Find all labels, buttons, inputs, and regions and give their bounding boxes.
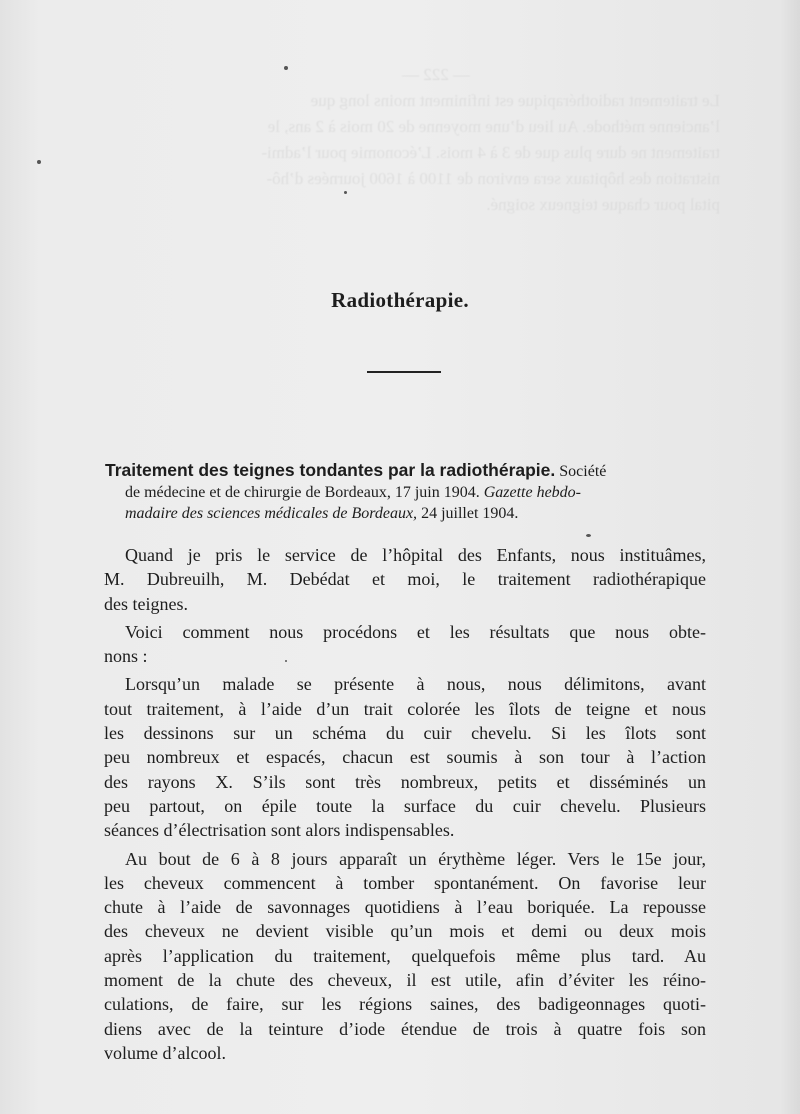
bleed-through-line: Le traitement radiothérapique est infiniment moins long que [310, 91, 720, 110]
text-line: nons : [104, 646, 148, 667]
bleed-through-line: traitement ne dure plus que de 3 à 4 mois. L’économie pour l’admi- [261, 143, 720, 162]
text-line: après l’application du traitement, quelquefois même plus tard. Au [104, 945, 706, 966]
reference-line [105, 460, 697, 482]
bleed-through-line: — 222 — [402, 65, 470, 84]
text-line: Voici comment nous procédons et les résultats que nous obte- [125, 621, 706, 642]
reference-line [105, 503, 697, 524]
ink-speck [586, 534, 591, 537]
text-line: peu nombreux et espacés, chacun est soumis à son tour à l’action [104, 747, 706, 768]
text-line: volume d’alcool. [104, 1042, 226, 1063]
text-line: séances d’électrisation sont alors indispensables. [104, 820, 455, 841]
article-heading: Traitement des teignes tondantes par la radiothérapie. [105, 460, 556, 480]
reference-line [105, 482, 697, 503]
text-line: M. Dubreuilh, M. Debédat et moi, le traitement radiothérapique [104, 569, 706, 590]
text-line: des teignes. [104, 593, 188, 614]
section-title: Radiothérapie. [331, 288, 469, 312]
reference-gazette-date: 24 juillet 1904. [421, 505, 519, 522]
paragraph [104, 847, 706, 1066]
bleed-through-line: pital pour chaque teigneux soigné. [486, 195, 720, 214]
text-line: Au bout de 6 à 8 jours apparaît un érythème léger. Vers le 15e jour, [125, 848, 706, 869]
paragraph [104, 620, 706, 669]
text-line: Quand je pris le service de l’hôpital des Enfants, nous instituâmes, [125, 545, 706, 565]
text-line: Lorsqu’un malade se présente à nous, nous délimitons, avant [125, 674, 706, 695]
bleed-through-line: l’ancienne méthode. Au lieu d’une moyenne de 20 mois à 2 ans, le [267, 117, 720, 136]
text-line: des rayons X. S’ils sont très nombreux, petits et disséminés un [104, 771, 706, 792]
reference-gazette: madaire des sciences médicales de Bordeaux, [125, 505, 418, 522]
ink-speck [284, 66, 288, 70]
body-text [104, 543, 706, 1065]
text-line: les cheveux commencent à tomber spontanément. On favorise leur [104, 872, 706, 893]
ink-speck [344, 191, 347, 194]
text-line: tout traitement, à l’aide d’un trait colorée les îlots de teigne et nous [104, 698, 706, 719]
paragraph [104, 543, 706, 616]
text-line: des cheveux ne devient visible qu’un mois et demi ou deux mois [104, 921, 706, 942]
text-line: moment de la chute des cheveux, il est utile, afin d’éviter les réino- [104, 970, 706, 991]
text-line: les dessinons sur un schéma du cuir chevelu. Si les îlots sont [104, 723, 706, 744]
reference-society-date: de médecine et de chirurgie de Bordeaux, 17 juin 1904. [125, 484, 480, 501]
bleed-through-text [100, 62, 720, 218]
ink-speck [37, 160, 41, 164]
paragraph [104, 672, 706, 842]
text-line: culations, de faire, sur les régions saines, des badigeonnages quoti- [104, 994, 706, 1015]
title-divider [367, 371, 441, 373]
bleed-through-line: nistration des hôpitaux sera environ de 1100 à 1600 journées d’hô- [266, 169, 720, 188]
reference-society: Société [559, 463, 607, 480]
text-line: peu partout, on épile toute la surface du cuir chevelu. Plusieurs [104, 795, 706, 816]
text-line: chute à l’aide de savonnages quotidiens à l’eau boriquée. La repousse [104, 897, 706, 918]
reference-block [105, 460, 697, 524]
reference-gazette: Gazette hebdo- [483, 484, 582, 501]
text-line: diens avec de la teinture d’iode étendue de trois à quatre fois son [104, 1018, 706, 1039]
